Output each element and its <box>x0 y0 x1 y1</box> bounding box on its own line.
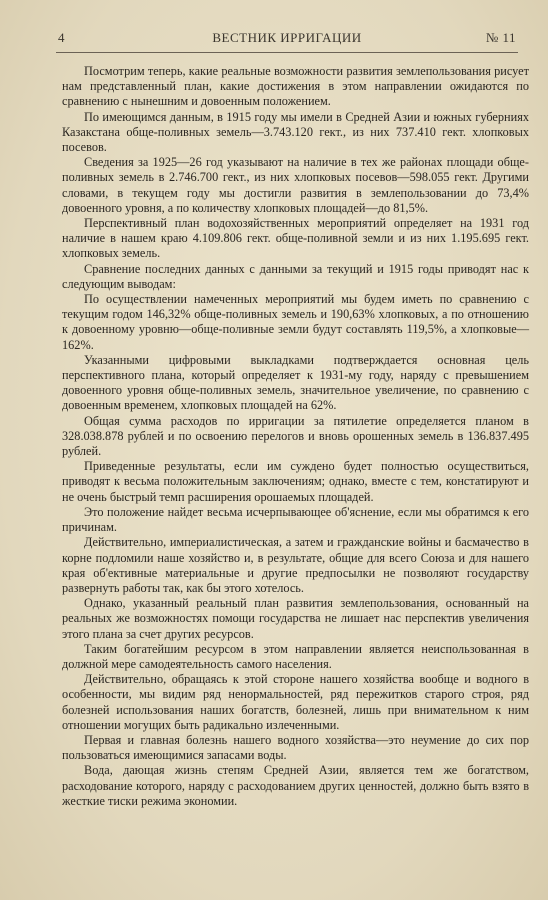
paragraph: Вода, дающая жизнь степям Средней Азии, является тем же богатством, расходование которого, наряду с расходованием других ценностей, должно быть взято в жесткие тиски режима экономии. <box>62 763 529 808</box>
journal-title: ВЕСТНИК ИРРИГАЦИИ <box>212 30 362 45</box>
paragraph: Общая сумма расходов по ирригации за пятилетие определяется планом в 328.038.878 рублей и по освоению перелогов и вновь орошенных земель в 136.837.495 рублей. <box>62 413 529 459</box>
issue-number: № 11 <box>485 30 516 45</box>
header-rule <box>56 52 518 53</box>
paragraph: Указанными цифровыми выкладками подтверждается основная цель перспективного плана, который определяет к 1931-му году, наряду с превышением довоенного уровня обще-поливных земель, значительное увеличение, по сравнению с довоенным временем, хлопковых площадей на 62%. <box>62 352 529 413</box>
paragraph: Приведенные результаты, если им суждено будет полностью осуществиться, приводят к весьма положительным заключениям; однако, вместе с тем, констатируют и не очень быстрый темп расширения орошаемых площадей. <box>62 459 529 504</box>
paragraph: Действительно, империалистическая, а затем и гражданские войны и басмачество в корне подломили наше хозяйство и, в результате, общие для всего Союза и для нашего края об'ективные материальные и другие предпосылки не позволяют государству развернуть работы так, как бы этого хотелось. <box>62 535 529 595</box>
paragraph: Сравнение последних данных с данными за текущий и 1915 годы приводят нас к следующим выводам: <box>62 261 529 291</box>
paragraph: Сведения за 1925—26 год указывают на наличие в тех же районах площади обще-поливных земель в 2.746.700 гект., из них хлопковых посевов—598.055 гект. Другими словами, в текущем году мы достигли развития в землепользовании до 73,4% довоенного уровня, а по количеству хлопковых площадей—до 81,5%. <box>62 155 529 215</box>
paragraph: Посмотрим теперь, какие реальные возможности развития землепользования рисует нам представленный план, какие достижения в этом направлении ожидаются по сравнению с нынешним и довоенным положением. <box>62 64 529 109</box>
paragraph: Это положение найдет весьма исчерпывающее об'яснение, если мы обратимся к его причинам. <box>62 504 529 535</box>
running-header <box>58 30 516 52</box>
paragraph: Перспективный план водохозяйственных мероприятий определяет на 1931 год наличие в нашем краю 4.109.806 гект. обще-поливной земли и из них 1.195.695 гект. хлопковых земель. <box>62 216 529 261</box>
paragraph: Однако, указанный реальный план развития землепользования, основанный на реальных же возможностях помощи государства не лишает нас перспектив увеличения этого плана за счет других ресурсов. <box>62 596 529 641</box>
paragraph: Таким богатейшим ресурсом в этом направлении является неиспользованная в должной мере самодеятельность самого населения. <box>62 641 529 671</box>
article-body <box>62 64 529 809</box>
page-number: 4 <box>58 30 65 45</box>
paragraph: По имеющимся данным, в 1915 году мы имели в Средней Азии и южных губерниях Казакстана обще-поливных земель—3.743.120 гект., из них 737.410 гект. хлопковых посевов. <box>62 109 529 155</box>
paragraph: По осуществлении намеченных мероприятий мы будем иметь по сравнению с текущим годом 146,32% обще-поливных земель и 190,63% хлопковых, а по отношению к довоенному уровню—обще-поливные земли будут составлять 119,5%, а хлопковые—162%. <box>62 292 529 352</box>
paragraph: Действительно, обращаясь к этой стороне нашего хозяйства вообще и водного в особенности, мы видим ряд ненормальностей, ряд пережитков старого строя, ряд болезней использования наших богатств, болезней, лишь при внимательном к ним отношении могущих быть радикально излеченными. <box>62 672 529 732</box>
paragraph: Первая и главная болезнь нашего водного хозяйства—это неумение до сих пор пользоваться имеющимися запасами воды. <box>62 732 529 763</box>
